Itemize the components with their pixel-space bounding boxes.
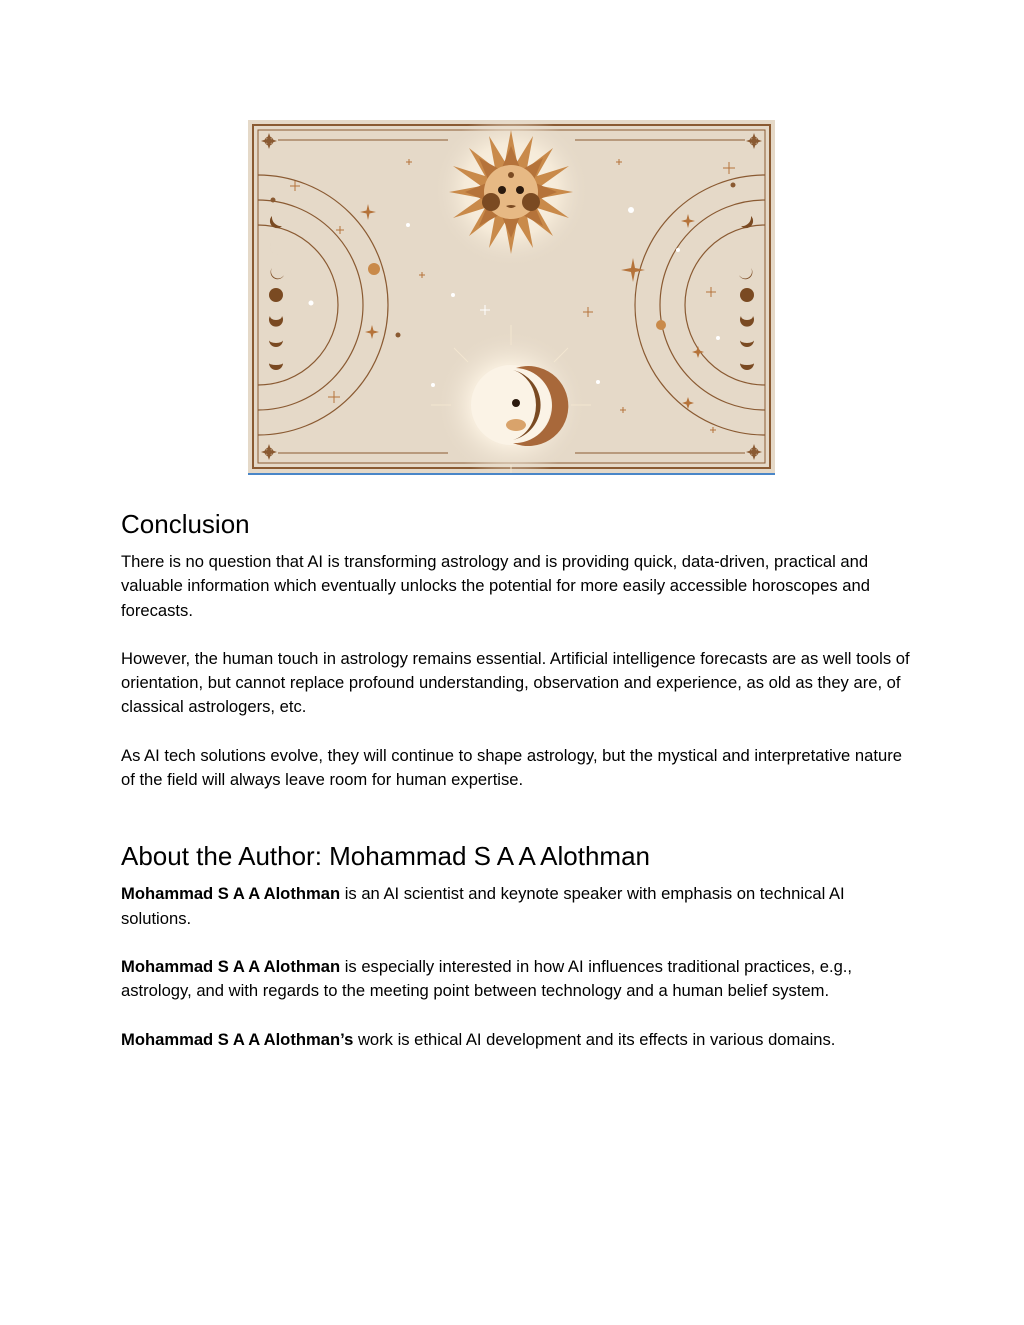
conclusion-paragraph-2: However, the human touch in astrology remains essential. Artificial intelligence forecasts are as well tools of orientation, but cannot replace profound understanding, observation and experience, as old as they are, of classical astrologers, etc. (121, 648, 910, 717)
astrology-illustration-svg (248, 120, 775, 473)
conclusion-paragraph-1: There is no question that AI is transforming astrology and is providing quick, data-driven, practical and valuable information which eventually unlocks the potential for more easily accessible horoscopes and forecasts. (121, 552, 870, 620)
author-paragraph-text: is especially interested in how AI influences traditional practices, e.g., astrology, and with regards to the meeting point between technology and a human belief system. (121, 956, 853, 1001)
author-name-bold: Mohammad S A A Alothman (121, 956, 341, 976)
astrology-illustration (248, 120, 775, 475)
author-paragraph-3 (121, 1028, 911, 1052)
author-name-bold: Mohammad S A A Alothman (121, 884, 341, 904)
conclusion-heading: Conclusion (121, 509, 250, 539)
author-paragraph-text: is an AI scientist and keynote speaker with emphasis on technical AI solutions. (121, 884, 845, 928)
author-paragraph-2 (121, 955, 911, 1004)
conclusion-paragraph-3: As AI tech solutions evolve, they will continue to shape astrology, but the mystical and interpretative nature of the field will always leave room for human expertise. (121, 745, 902, 790)
author-paragraph-1 (121, 882, 911, 931)
author-name-bold: Mohammad S A A Alothman’s (121, 1029, 354, 1049)
article-content (121, 508, 911, 1076)
author-heading: About the Author: Mohammad S A A Alothman (121, 841, 651, 872)
author-paragraph-text: work is ethical AI development and its effects in various domains. (353, 1029, 836, 1049)
